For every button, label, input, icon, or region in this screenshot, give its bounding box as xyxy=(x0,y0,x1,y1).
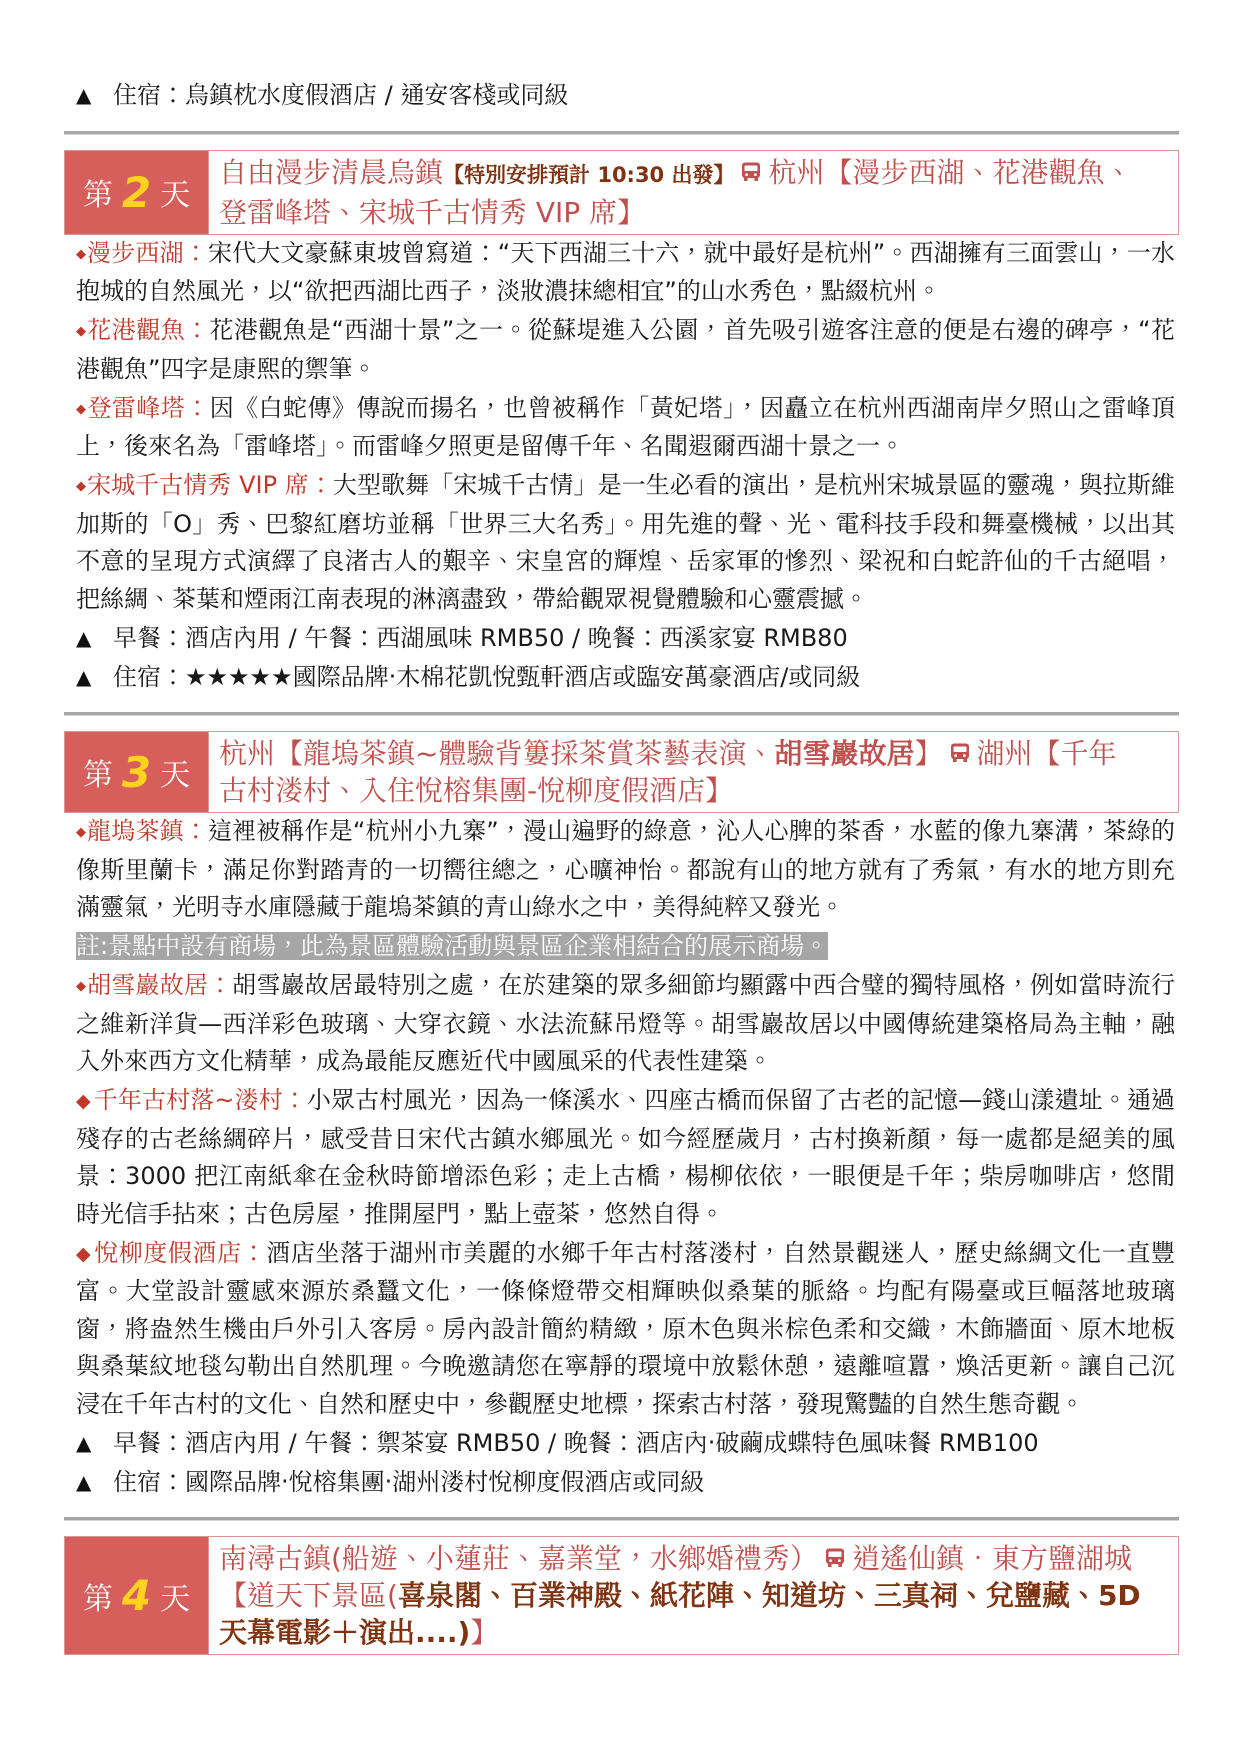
day-prefix: 第 xyxy=(82,1581,113,1617)
day-suffix: 天 xyxy=(160,1581,191,1617)
lodging-text: 住宿：★★★★★國際品牌‧木棉花凱悅甄軒酒店或臨安萬豪酒店/或同級 xyxy=(113,662,861,691)
meals-text: 早餐：酒店內用 / 午餐：西湖風味 RMB50 / 晚餐：西溪家宴 RMB80 xyxy=(113,623,848,652)
day-3-section xyxy=(64,731,1179,1501)
day-number: 4 xyxy=(121,1571,152,1620)
title-segment: 逍遙仙鎮．東方鹽湖城 xyxy=(851,1542,1132,1575)
intro-lodging-line xyxy=(64,77,1179,115)
item-text: 這裡被稱作是“杭州小九寨”，漫山遍野的綠意，沁人心脾的茶香，水藍的像九寨溝，茶綠的像斯里蘭卡，滿足你對踏青的一切嚮往總之，心曠神怡。都說有山的地方就有了秀氣，有水的地方則充滿靈氣，光明寺水庫隱藏于龍塢茶鎮的青山綠水之中，美得純粹又發光。 xyxy=(76,817,1175,921)
diamond-icon: ◆ xyxy=(76,246,87,262)
day-4-badge xyxy=(64,1536,209,1655)
shopping-note: 註:景點中設有商場，此為景區體驗活動與景區企業相結合的展示商場。 xyxy=(76,932,829,960)
bus-icon xyxy=(948,741,972,765)
day-number: 2 xyxy=(121,167,152,217)
triangle-icon: ▲ xyxy=(76,625,92,650)
diamond-icon: ◆ xyxy=(76,401,87,417)
diamond-icon: ◆ xyxy=(76,1242,92,1265)
lodging-line xyxy=(64,1464,1179,1502)
title-segment: 南潯古鎮(船遊、小蓮莊、嘉業堂，水鄉婚禮秀） xyxy=(219,1542,818,1575)
meals-line xyxy=(64,1425,1179,1463)
triangle-icon: ▲ xyxy=(76,664,92,689)
diamond-icon: ◆ xyxy=(76,324,87,339)
title-highlight: 喜泉閣、百業神殿、紙花陣、知道坊、三真祠、兌鹽藏、5D xyxy=(397,1579,1141,1612)
day-number: 3 xyxy=(121,747,152,797)
section-divider xyxy=(64,712,1179,716)
item-text: 因《白蛇傳》傳說而揚名，也曾被稱作「黃妃塔」，因矗立在杭州西湖南岸夕照山之雷峰頂上，後來名為「雷峰塔」。而雷峰夕照更是留傳千年、名聞遐爾西湖十景之一。 xyxy=(76,393,1176,460)
item-ancient-village xyxy=(64,1082,1179,1233)
section-divider xyxy=(64,131,1179,135)
item-text: 胡雪巖故居最特別之處，在於建築的眾多細節均顯露中西合璧的獨特風格，例如當時流行之維新洋貨—西洋彩色玻璃、大穿衣鏡、水法流蘇吊燈等。胡雪巖故居以中國傳統建築格局為主軸，融入外來西方文化精華，成為最能反應近代中國風采的代表性建築。 xyxy=(76,971,1176,1075)
item-label: 登雷峰塔： xyxy=(87,393,210,422)
triangle-icon: ▲ xyxy=(76,83,92,107)
item-longwu-tea-town xyxy=(64,813,1179,927)
item-label: 千年古村落~溇村： xyxy=(93,1086,307,1114)
item-label: 漫步西湖： xyxy=(87,238,208,267)
day-2-header xyxy=(64,150,1179,235)
lodging-line xyxy=(64,659,1179,697)
diamond-icon: ◆ xyxy=(76,479,87,494)
title-segment: 】 xyxy=(470,1616,499,1649)
intro-lodging-text: 住宿：烏鎮枕水度假酒店 / 通安客棧或同級 xyxy=(113,81,569,109)
item-songcheng-show xyxy=(64,467,1179,618)
day-suffix: 天 xyxy=(160,178,191,213)
title-segment: 杭州【龍塢茶鎮~體驗背簍採茶賞茶藝表演、 xyxy=(219,737,775,770)
triangle-icon: ▲ xyxy=(76,1430,92,1455)
section-divider xyxy=(64,1517,1179,1521)
item-text: 大型歌舞「宋城千古情」是一生必看的演出，是杭州宋城景區的靈魂，與拉斯維加斯的「O」秀、巴黎紅磨坊並稱「世界三大名秀」。用先進的聲、光、電科技手段和舞臺機械，以出其不意的呈現方式演繹了良渚古人的艱辛、宋皇宮的輝煌、岳家軍的慘烈、梁祝和白蛇許仙的千古絕唱，把絲綢、茶葉和煙雨江南表現的淋漓盡致，帶給觀眾視覺體驗和心靈震撼。 xyxy=(76,471,1175,613)
item-label: 悅柳度假酒店： xyxy=(94,1238,267,1267)
day-4-section xyxy=(64,1536,1179,1655)
item-label: 宋城千古情秀 VIP 席： xyxy=(87,471,333,499)
meals-line xyxy=(64,620,1179,658)
day-3-badge xyxy=(64,731,209,813)
day-4-title xyxy=(209,1536,1179,1655)
title-segment: 古村溇村、入住悅榕集團-悅柳度假酒店】 xyxy=(219,774,734,807)
bus-icon xyxy=(739,160,763,184)
item-text: 花港觀魚是“西湖十景”之一。從蘇堤進入公園，首先吸引遊客注意的便是右邊的碑亭，“花港觀魚”四字是康熙的禦筆。 xyxy=(76,316,1175,383)
item-label: 花港觀魚： xyxy=(87,316,210,344)
item-flower-harbor xyxy=(64,312,1179,388)
diamond-icon: ◆ xyxy=(76,825,87,840)
triangle-icon: ▲ xyxy=(76,1469,92,1494)
diamond-icon: ◆ xyxy=(76,1090,91,1112)
title-highlight: 天幕電影＋演出....) xyxy=(219,1616,471,1649)
day-prefix: 第 xyxy=(82,758,113,793)
item-text: 宋代大文豪蘇東坡曾寫道：“天下西湖三十六，就中最好是杭州”。西湖擁有三面雲山，一水抱城的自然風光，以“欲把西湖比西子，淡妝濃抹總相宜”的山水秀色，點綴杭州。 xyxy=(76,238,1175,305)
day-3-header xyxy=(64,731,1179,813)
title-segment: 】 xyxy=(914,737,943,770)
item-label: 胡雪巖故居： xyxy=(87,971,233,999)
title-highlight: 胡雪巖故居 xyxy=(774,737,915,770)
day-prefix: 第 xyxy=(82,178,113,213)
title-special-arrangement: 【特別安排預計 10:30 出發】 xyxy=(443,162,735,187)
item-text: 酒店坐落于湖州市美麗的水鄉千年古村落溇村，自然景觀迷人，歷史絲綢文化一直豐富。大堂設計靈感來源於桑蠶文化，一條條燈帶交相輝映似桑葉的脈絡。均配有陽臺或巨幅落地玻璃窗，將盎然生機由戶外引入客房。房內設計簡約精緻，原木色與米棕色柔和交織，木飾牆面、原木地板與桑葉紋地毯勾勒出自然肌理。今晚邀請您在寧靜的環境中放鬆休憩，遠離喧囂，煥活更新。讓自己沉浸在千年古村的文化、自然和歷史中，參觀歷史地標，探索古村落，發現驚豔的自然生態奇觀。 xyxy=(76,1238,1176,1418)
day-2-title xyxy=(209,150,1179,235)
bus-icon xyxy=(823,1546,847,1570)
item-resort-hotel xyxy=(64,1235,1179,1424)
title-segment: 杭州【漫步西湖、花港觀魚、 xyxy=(768,155,1133,189)
day-2-section xyxy=(64,150,1179,697)
title-segment: 自由漫步清晨烏鎮 xyxy=(219,155,444,189)
meals-text: 早餐：酒店內用 / 午餐：禦茶宴 RMB50 / 晚餐：酒店內‧破繭成蝶特色風味餐 RMB100 xyxy=(113,1428,1039,1457)
title-segment: 湖州【千年 xyxy=(976,737,1117,770)
lodging-text: 住宿：國際品牌‧悅榕集團‧湖州溇村悅柳度假酒店或同級 xyxy=(113,1467,705,1496)
item-text: 小眾古村風光，因為一條溪水、四座古橋而保留了古老的記憶—錢山漾遺址。通過殘存的古老絲綢碎片，感受昔日宋代古鎮水鄉風光。如今經歷歲月，古村換新顏，每一處都是絕美的風景：3000 把江南紙傘在金秋時節增添色彩；走上古橋，楊柳依依，一眼便是千年；柴房咖啡店，悠閒時光信手拈來；古色房屋，推開屋門，點上壺茶，悠然自得。 xyxy=(76,1086,1175,1228)
day-3-title xyxy=(209,731,1179,813)
diamond-icon: ◆ xyxy=(76,979,87,994)
item-label: 龍塢茶鎮： xyxy=(87,817,208,845)
day-2-badge xyxy=(64,150,209,235)
item-west-lake xyxy=(64,235,1179,311)
title-segment: 登雷峰塔、宋城千古情秀 VIP 席】 xyxy=(219,195,646,229)
shopping-note-line xyxy=(64,928,1179,966)
day-suffix: 天 xyxy=(160,758,191,793)
item-hu-xueyan-residence xyxy=(64,967,1179,1081)
day-4-header xyxy=(64,1536,1179,1655)
item-leifeng-pagoda xyxy=(64,390,1179,466)
title-segment: 【道天下景區( xyxy=(219,1579,398,1612)
